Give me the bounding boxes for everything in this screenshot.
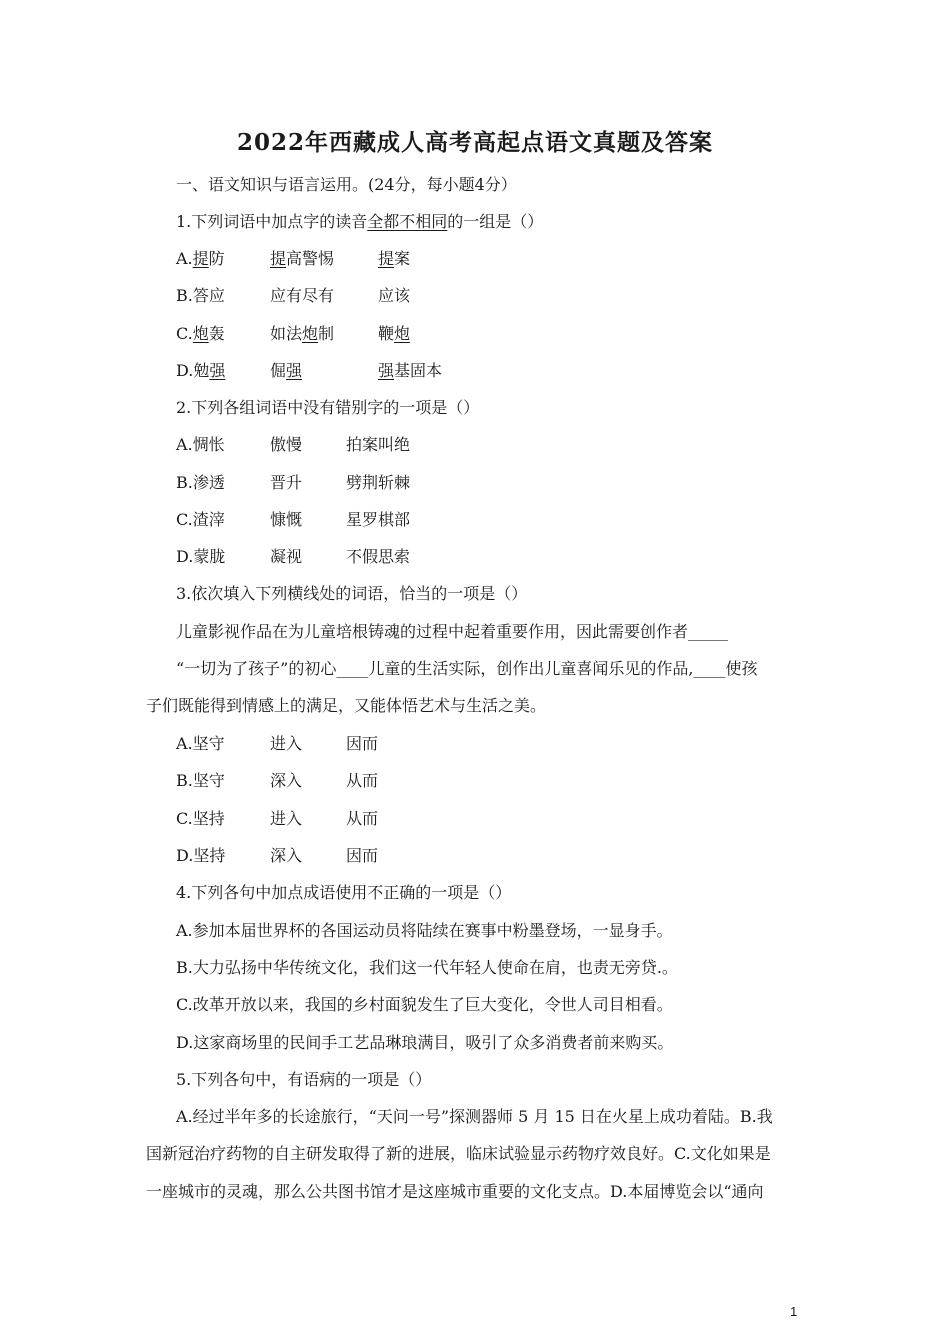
page-number: 1 <box>790 1304 798 1319</box>
q4-option-a: A.参加本届世界杯的各国运动员将陆续在赛事中粉墨登场，一显身手。 <box>176 921 673 940</box>
question-3-stem: 3.依次填入下列横线处的词语，恰当的一项是（） <box>176 584 528 603</box>
q2-option-b: B.渗透 晋升 劈荆斩棘 <box>176 473 411 492</box>
q4-option-b: B.大力弘扬中华传统文化，我们这一代年轻人使命在肩，也责无旁贷.。 <box>176 958 678 977</box>
q3-option-d: D.坚持 深入 因而 <box>176 846 379 865</box>
question-5-stem: 5.下列各句中，有语病的一项是（） <box>176 1070 432 1089</box>
q3-passage-line-2: “一切为了孩子”的初心____儿童的生活实际，创作出儿童喜闻乐见的作品,____使孩 <box>176 659 758 678</box>
q3-passage-line-3: 子们既能得到情感上的满足，又能体悟艺术与生活之美。 <box>146 696 547 715</box>
q1-stem-pre: 1.下列词语中加点字的读音 <box>176 212 368 231</box>
page-title: 2022年西藏成人高考高起点语文真题及答案 <box>236 129 713 156</box>
q2-option-a: A.惆怅 傲慢 拍案叫绝 <box>176 435 411 454</box>
q1-stem-emphasis: 全都不相同 <box>367 212 448 231</box>
q5-text-line-2: 国新冠治疗药物的自主研发取得了新的进展，临床试验显示药物疗效良好。C.文化如果是 <box>146 1144 771 1163</box>
q3-option-b: B.坚守 深入 从而 <box>176 771 379 790</box>
q1-option-a: A.提防 提高警惕 提案 <box>176 249 411 268</box>
section-heading: 一、语文知识与语言运用。(24分，每小题4分） <box>176 175 517 194</box>
q2-option-c: C.渣滓 慷慨 星罗棋部 <box>176 510 411 529</box>
q5-text-line-3: 一座城市的灵魂，那么公共图书馆才是这座城市重要的文化支点。D.本届博览会以“通向 <box>146 1182 764 1201</box>
q3-option-a: A.坚守 进入 因而 <box>176 734 379 753</box>
q1-stem-post: 的一组是（） <box>447 212 544 231</box>
question-4-stem: 4.下列各句中加点成语使用不正确的一项是（） <box>176 883 512 902</box>
question-2-stem: 2.下列各组词语中没有错别字的一项是（） <box>176 398 480 417</box>
q3-passage-line-1: 儿童影视作品在为儿童培根铸魂的过程中起着重要作用，因此需要创作者_____ <box>176 622 729 641</box>
question-1-stem <box>176 211 543 233</box>
q1-option-c: C.炮轰 如法炮制 鞭炮 <box>176 324 411 343</box>
q1-option-d: D.勉强 倔强 强基固本 <box>176 361 443 380</box>
q3-option-c: C.坚持 进入 从而 <box>176 809 379 828</box>
q5-text-line-1: A.经过半年多的长途旅行，“天问一号”探测器师 5 月 15 日在火星上成功着陆。B.我 <box>176 1107 773 1126</box>
q1-option-b: B.答应 应有尽有 应该 <box>176 286 411 305</box>
q4-option-c: C.改革开放以来，我国的乡村面貌发生了巨大变化，令世人司目相看。 <box>176 995 673 1014</box>
q4-option-d: D.这家商场里的民间手工艺品琳琅满目，吸引了众多消费者前来购买。 <box>176 1033 674 1052</box>
q2-option-d: D.蒙胧 凝视 不假思索 <box>176 547 411 566</box>
